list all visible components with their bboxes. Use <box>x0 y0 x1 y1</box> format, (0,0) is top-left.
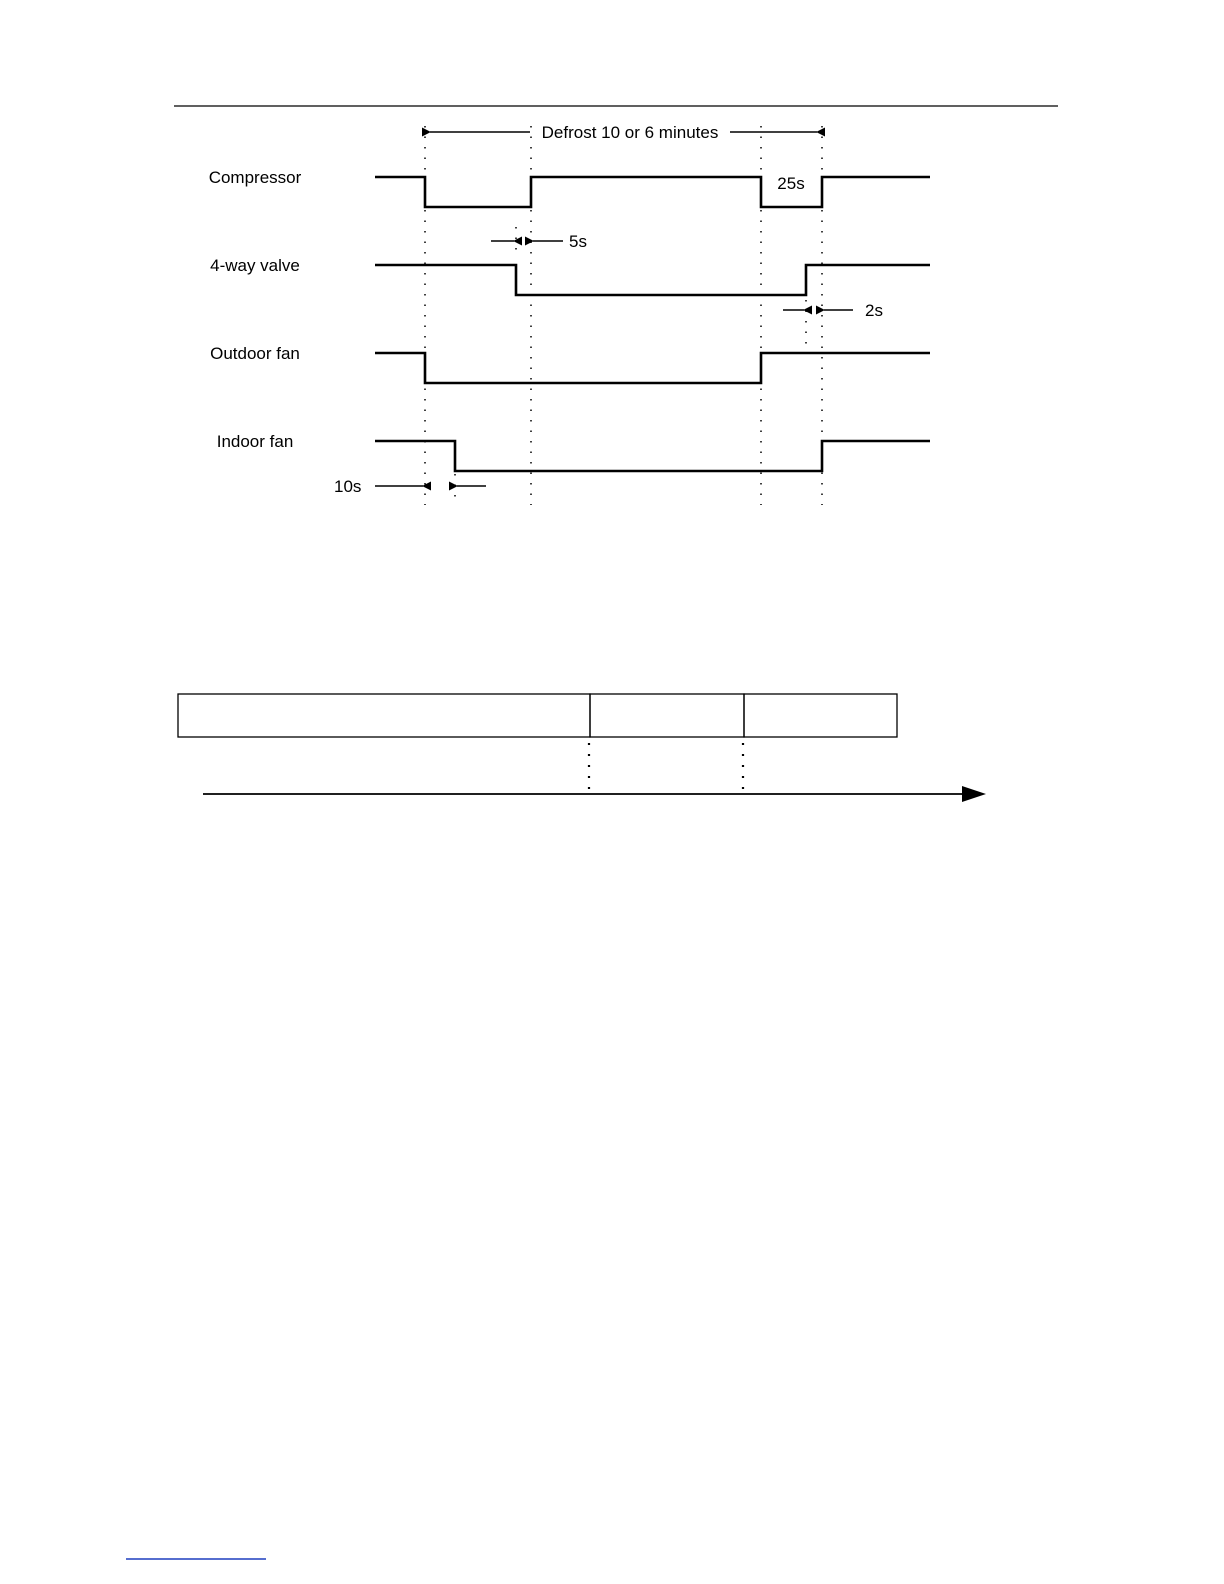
annotation-valve-lag <box>783 301 883 320</box>
signal-label-indoor-fan: Indoor fan <box>216 432 294 451</box>
waveform-indoor-fan <box>375 441 930 471</box>
valve-lag-label: 2s <box>865 301 883 320</box>
phase-box-2 <box>590 694 744 737</box>
annotation-valve-lead <box>491 232 587 251</box>
signal-label-outdoor-fan: Outdoor fan <box>210 344 300 363</box>
time-axis-arrowhead-icon <box>962 786 986 802</box>
valve-lead-label: 5s <box>569 232 587 251</box>
timing-guides <box>425 126 822 505</box>
phase-bar <box>178 694 897 737</box>
signal-label-4-way-valve: 4-way valve <box>210 256 300 275</box>
defrost-label: Defrost 10 or 6 minutes <box>541 123 719 142</box>
time-axis <box>203 786 986 802</box>
signal-label-compressor: Compressor <box>208 168 302 187</box>
phase-box-1 <box>178 694 590 737</box>
annotation-indoor-delay <box>334 477 486 496</box>
indoor-delay-label: 10s <box>334 477 362 496</box>
waveform-compressor <box>375 177 930 207</box>
defrost-span <box>430 123 817 142</box>
phase-dividers <box>589 743 743 790</box>
waveform-4-way-valve <box>375 265 930 295</box>
waveform-outdoor-fan <box>375 353 930 383</box>
phase-box-3 <box>744 694 897 737</box>
annotation-compressor-off: 25s <box>777 174 805 193</box>
